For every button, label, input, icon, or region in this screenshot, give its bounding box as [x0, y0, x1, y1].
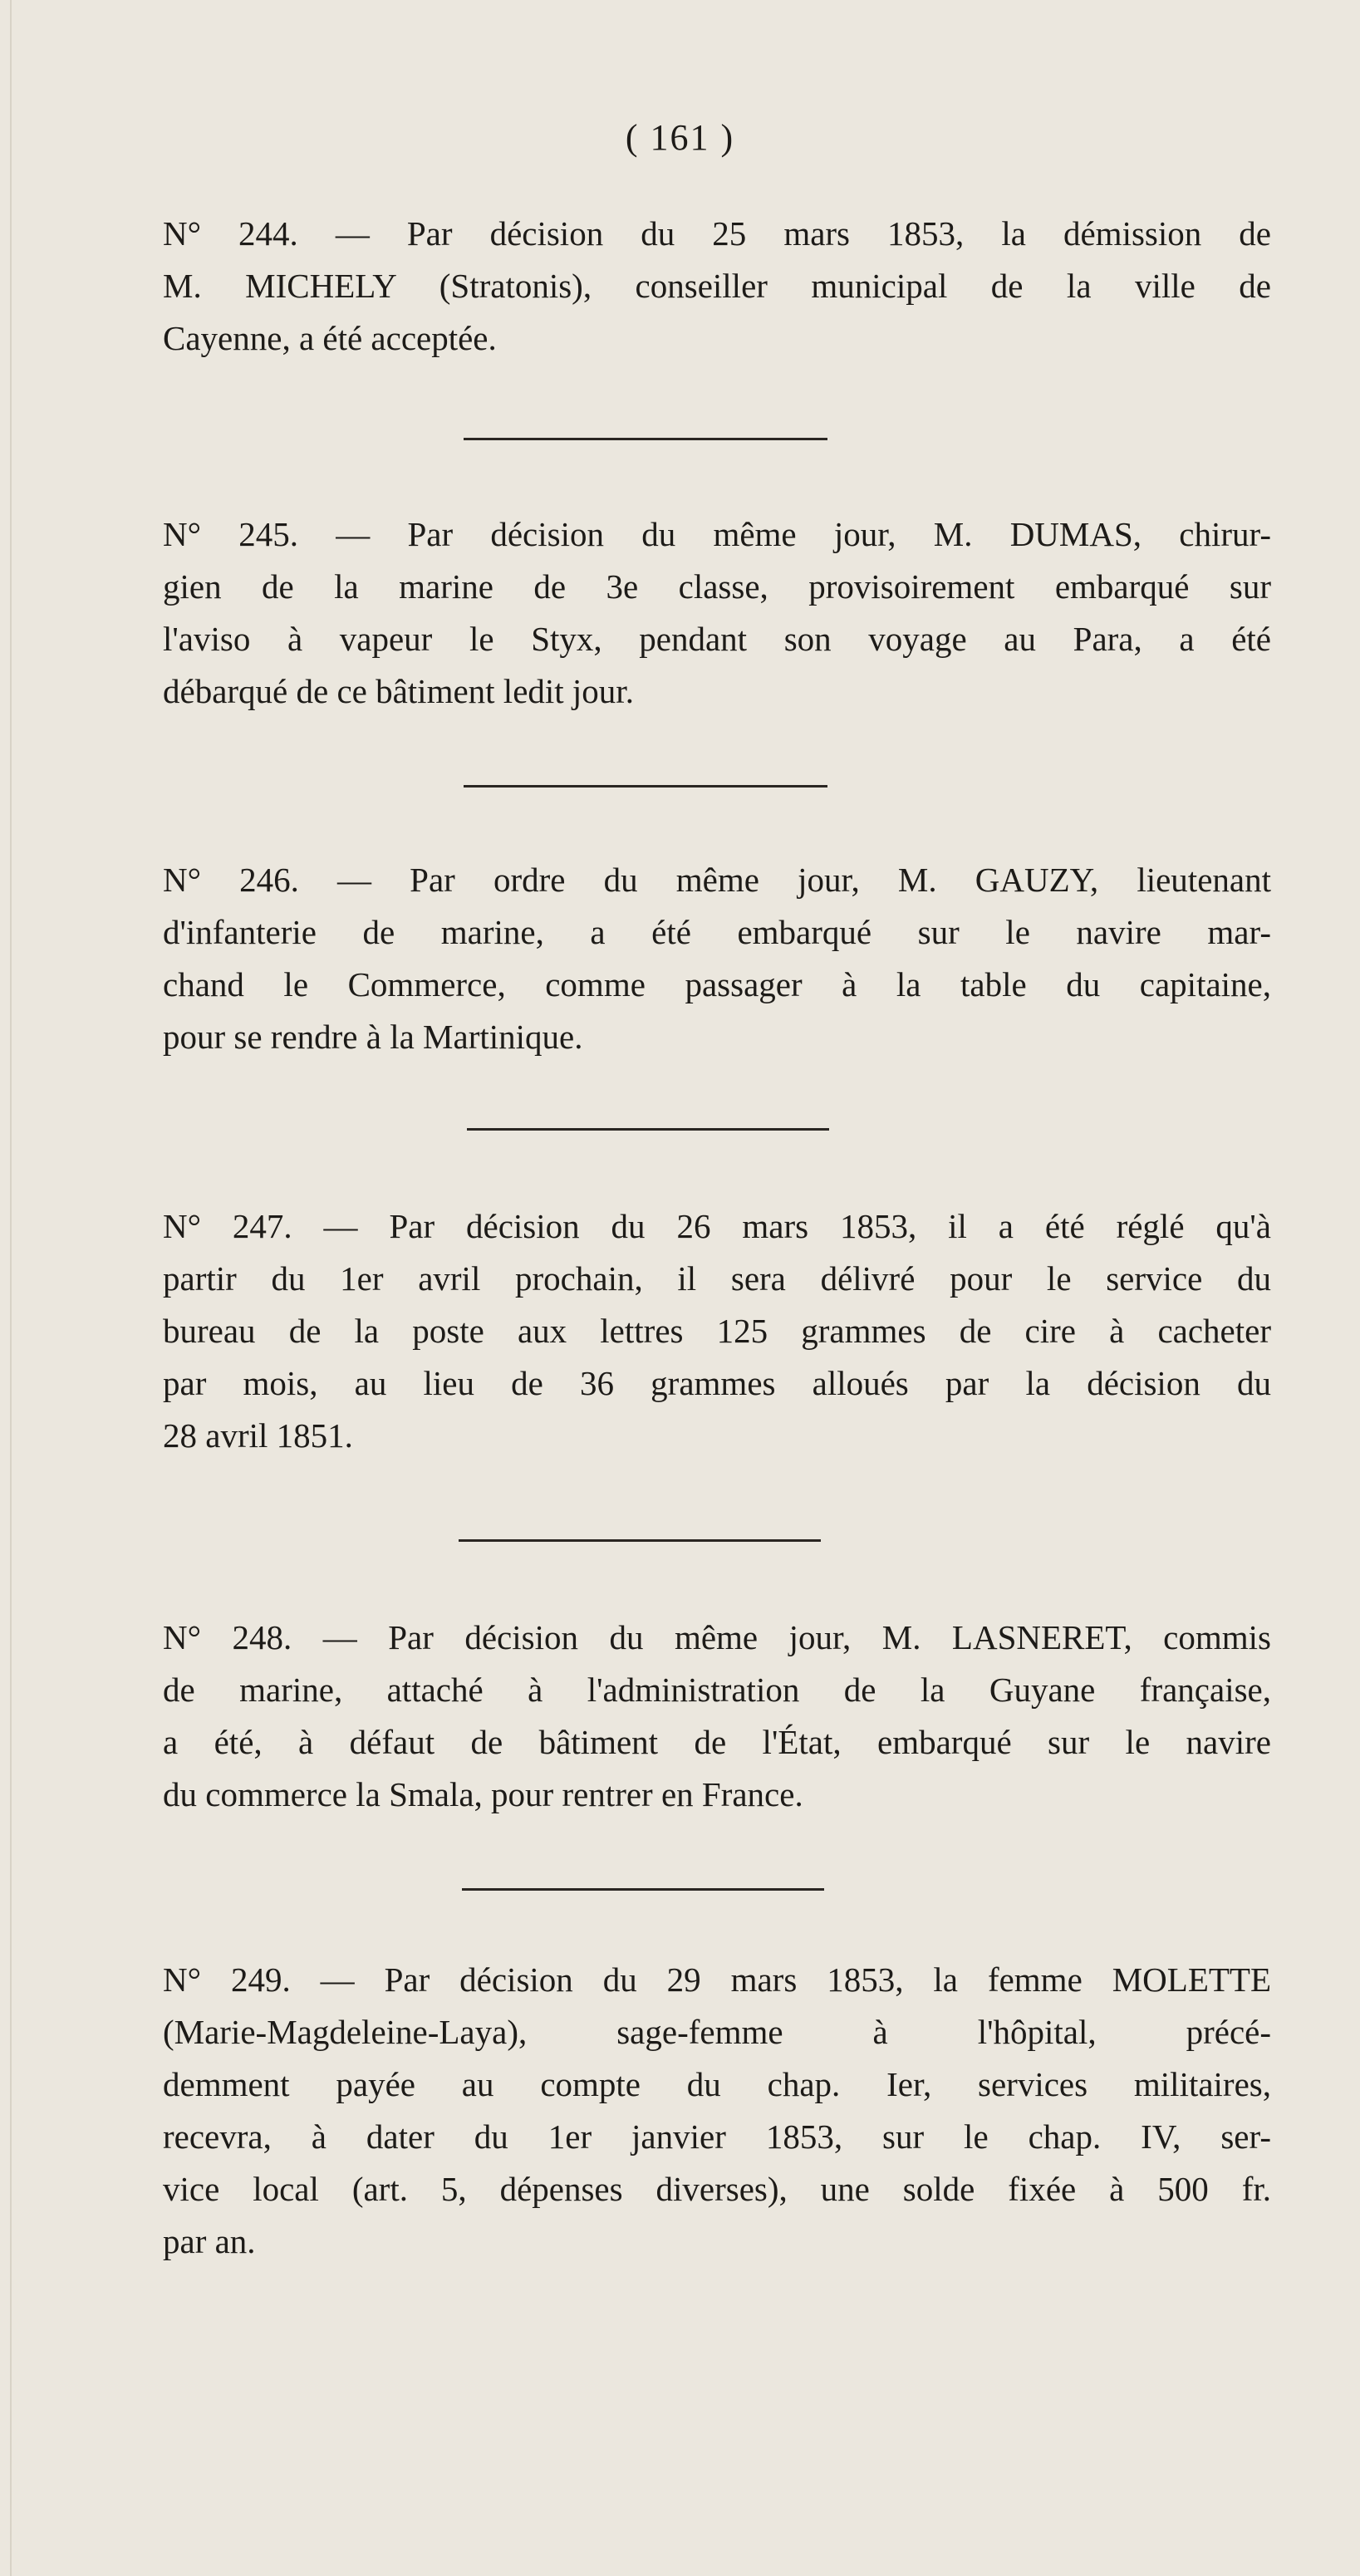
entry-line: demment payée au compte du chap. Ier, services militaires, — [163, 2065, 1271, 2103]
entry-249 — [163, 1954, 1271, 2268]
separator-rule — [467, 1128, 829, 1131]
entry-248 — [163, 1612, 1271, 1821]
entry-line: a été, à défaut de bâtiment de l'État, embarqué sur le navire — [163, 1723, 1271, 1761]
entry-line: N° 246. — Par ordre du même jour, M. GAUZY, lieutenant — [163, 861, 1271, 899]
entry-line: vice local (art. 5, dépenses diverses), une solde fixée à 500 fr. — [163, 2170, 1271, 2208]
separator-rule — [464, 785, 827, 788]
entry-line: Cayenne, a été acceptée. — [163, 319, 497, 357]
entry-245 — [163, 508, 1271, 718]
entry-247 — [163, 1200, 1271, 1462]
page-edge — [10, 0, 12, 2576]
entry-line: pour se rendre à la Martinique. — [163, 1018, 583, 1056]
separator-rule — [459, 1539, 821, 1542]
entry-line: de marine, attaché à l'administration de la Guyane française, — [163, 1671, 1271, 1709]
separator-rule — [464, 438, 827, 440]
entry-line: bureau de la poste aux lettres 125 grammes de cire à cacheter — [163, 1312, 1271, 1350]
entry-line: par mois, au lieu de 36 grammes alloués par la décision du — [163, 1364, 1271, 1402]
entry-line: l'aviso à vapeur le Styx, pendant son voyage au Para, a été — [163, 620, 1271, 658]
entry-line: (Marie-Magdeleine-Laya), sage-femme à l'hôpital, précé- — [163, 2013, 1271, 2051]
entry-line: d'infanterie de marine, a été embarqué sur le navire mar- — [163, 913, 1271, 951]
entry-line: M. MICHELY (Stratonis), conseiller municipal de la ville de — [163, 267, 1271, 305]
entry-244 — [163, 208, 1271, 365]
entry-line: 28 avril 1851. — [163, 1416, 353, 1455]
entry-line: N° 249. — Par décision du 29 mars 1853, la femme MOLETTE — [163, 1960, 1271, 1999]
entry-line: chand le Commerce, comme passager à la table du capitaine, — [163, 965, 1271, 1003]
page-number: ( 161 ) — [625, 117, 735, 158]
separator-rule — [462, 1888, 824, 1891]
entry-246 — [163, 854, 1271, 1063]
entry-line: N° 244. — Par décision du 25 mars 1853, la démission de — [163, 214, 1271, 253]
entry-line: débarqué de ce bâtiment ledit jour. — [163, 672, 634, 710]
entry-line: recevra, à dater du 1er janvier 1853, sur le chap. IV, ser- — [163, 2117, 1271, 2156]
entry-line: N° 248. — Par décision du même jour, M. LASNERET, commis — [163, 1618, 1271, 1656]
entry-line: du commerce la Smala, pour rentrer en France. — [163, 1775, 803, 1813]
entry-line: par an. — [163, 2222, 256, 2260]
entry-line: N° 247. — Par décision du 26 mars 1853, il a été réglé qu'à — [163, 1207, 1271, 1245]
entry-line: gien de la marine de 3e classe, provisoirement embarqué sur — [163, 567, 1271, 606]
entry-line: partir du 1er avril prochain, il sera délivré pour le service du — [163, 1259, 1271, 1298]
entry-line: N° 245. — Par décision du même jour, M. DUMAS, chirur- — [163, 515, 1271, 553]
